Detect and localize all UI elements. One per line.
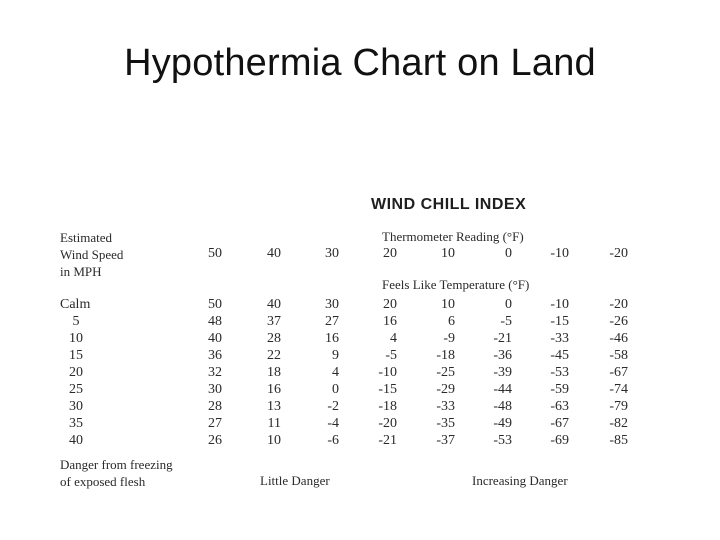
index-title: WIND CHILL INDEX (371, 196, 527, 213)
feels-like-cell: 16 (383, 314, 397, 329)
feels-like-cell: 30 (325, 297, 339, 312)
feels-like-cell: -6 (327, 433, 339, 448)
feels-like-cell: 0 (505, 297, 512, 312)
feels-like-cell: -39 (493, 365, 512, 380)
table-row (0, 330, 720, 347)
feels-like-cell: -44 (493, 382, 512, 397)
feels-like-cell: 40 (208, 331, 222, 346)
wind-speed-label: Estimated Wind Speed in MPH (60, 230, 124, 279)
wind-speed-cell: 35 (69, 416, 83, 431)
wind-speed-cell: 20 (69, 365, 83, 380)
feels-like-cell: 9 (332, 348, 339, 363)
feels-like-cell: 4 (390, 331, 397, 346)
feels-like-cell: -10 (378, 365, 397, 380)
feels-like-cell: 18 (267, 365, 281, 380)
danger-label: Danger from freezing of exposed flesh (60, 457, 173, 489)
feels-like-cell: -53 (493, 433, 512, 448)
table-row (0, 398, 720, 415)
table-row (0, 432, 720, 449)
feels-like-cell: -20 (609, 297, 628, 312)
feels-like-cell: -33 (436, 399, 455, 414)
wind-speed-cell: 30 (69, 399, 83, 414)
feels-like-cell: 10 (267, 433, 281, 448)
feels-like-cell: -58 (609, 348, 628, 363)
feels-like-cell: 32 (208, 365, 222, 380)
feels-like-cell: -15 (378, 382, 397, 397)
feels-like-cell: -21 (378, 433, 397, 448)
feels-like-cell: 50 (208, 297, 222, 312)
increasing-danger-label: Increasing Danger (472, 473, 568, 488)
feels-like-cell: -9 (443, 331, 455, 346)
feels-like-cell: -59 (550, 382, 569, 397)
feels-like-cell: 27 (325, 314, 339, 329)
temperature-header-cell: 50 (208, 246, 222, 261)
feels-like-cell: 11 (267, 416, 281, 431)
table-row (0, 415, 720, 432)
feels-like-label: Feels Like Temperature (°F) (382, 277, 530, 292)
feels-like-cell: 48 (208, 314, 222, 329)
feels-like-cell: -20 (378, 416, 397, 431)
wind-speed-cell: 5 (72, 314, 80, 329)
feels-like-cell: 37 (267, 314, 281, 329)
feels-like-cell: -36 (493, 348, 512, 363)
feels-like-cell: -4 (327, 416, 339, 431)
feels-like-cell: -67 (609, 365, 628, 380)
feels-like-cell: -82 (609, 416, 628, 431)
feels-like-cell: -69 (550, 433, 569, 448)
feels-like-cell: -46 (609, 331, 628, 346)
feels-like-cell: 36 (208, 348, 222, 363)
feels-like-cell: -74 (609, 382, 628, 397)
feels-like-cell: -15 (550, 314, 569, 329)
temperature-header-cell: 30 (325, 246, 339, 261)
feels-like-cell: -18 (378, 399, 397, 414)
feels-like-cell: 40 (267, 297, 281, 312)
feels-like-cell: -45 (550, 348, 569, 363)
wind-speed-cell: 25 (69, 382, 83, 397)
feels-like-cell: 13 (267, 399, 281, 414)
feels-like-cell: -33 (550, 331, 569, 346)
temperature-header-cell: 20 (383, 246, 397, 261)
thermometer-reading-label: Thermometer Reading (°F) (382, 229, 524, 244)
feels-like-cell: -53 (550, 365, 569, 380)
feels-like-cell: -5 (500, 314, 512, 329)
temperature-header-cell: 0 (505, 246, 512, 261)
table-row (0, 296, 720, 313)
table-row (0, 313, 720, 330)
feels-like-cell: -63 (550, 399, 569, 414)
feels-like-cell: 27 (208, 416, 222, 431)
feels-like-cell: -29 (436, 382, 455, 397)
slide-title: Hypothermia Chart on Land (124, 42, 596, 84)
feels-like-cell: 4 (332, 365, 339, 380)
feels-like-cell: 10 (441, 297, 455, 312)
feels-like-cell: -21 (493, 331, 512, 346)
feels-like-cell: 28 (208, 399, 222, 414)
feels-like-cell: -79 (609, 399, 628, 414)
feels-like-cell: 20 (383, 297, 397, 312)
temperature-header-row (0, 245, 720, 262)
feels-like-cell: -35 (436, 416, 455, 431)
feels-like-cell: 22 (267, 348, 281, 363)
feels-like-cell: -10 (550, 297, 569, 312)
feels-like-cell: -67 (550, 416, 569, 431)
wind-speed-cell: 10 (69, 331, 83, 346)
temperature-header-cell: -20 (609, 246, 628, 261)
little-danger-label: Little Danger (260, 473, 330, 488)
table-row (0, 347, 720, 364)
feels-like-cell: -26 (609, 314, 628, 329)
feels-like-cell: 16 (267, 382, 281, 397)
table-row (0, 381, 720, 398)
feels-like-cell: -18 (436, 348, 455, 363)
feels-like-cell: 6 (448, 314, 455, 329)
temperature-header-cell: 10 (441, 246, 455, 261)
feels-like-cell: 16 (325, 331, 339, 346)
temperature-header-cell: 40 (267, 246, 281, 261)
feels-like-cell: -49 (493, 416, 512, 431)
feels-like-cell: 26 (208, 433, 222, 448)
feels-like-cell: -85 (609, 433, 628, 448)
wind-speed-cell: 40 (69, 433, 83, 448)
table-row (0, 364, 720, 381)
feels-like-cell: -5 (385, 348, 397, 363)
feels-like-cell: -2 (327, 399, 339, 414)
feels-like-cell: 0 (332, 382, 339, 397)
wind-speed-cell: Calm (60, 297, 91, 312)
feels-like-cell: -48 (493, 399, 512, 414)
feels-like-cell: 28 (267, 331, 281, 346)
feels-like-cell: -25 (436, 365, 455, 380)
feels-like-cell: -37 (436, 433, 455, 448)
feels-like-cell: 30 (208, 382, 222, 397)
temperature-header-cell: -10 (550, 246, 569, 261)
wind-speed-cell: 15 (69, 348, 83, 363)
